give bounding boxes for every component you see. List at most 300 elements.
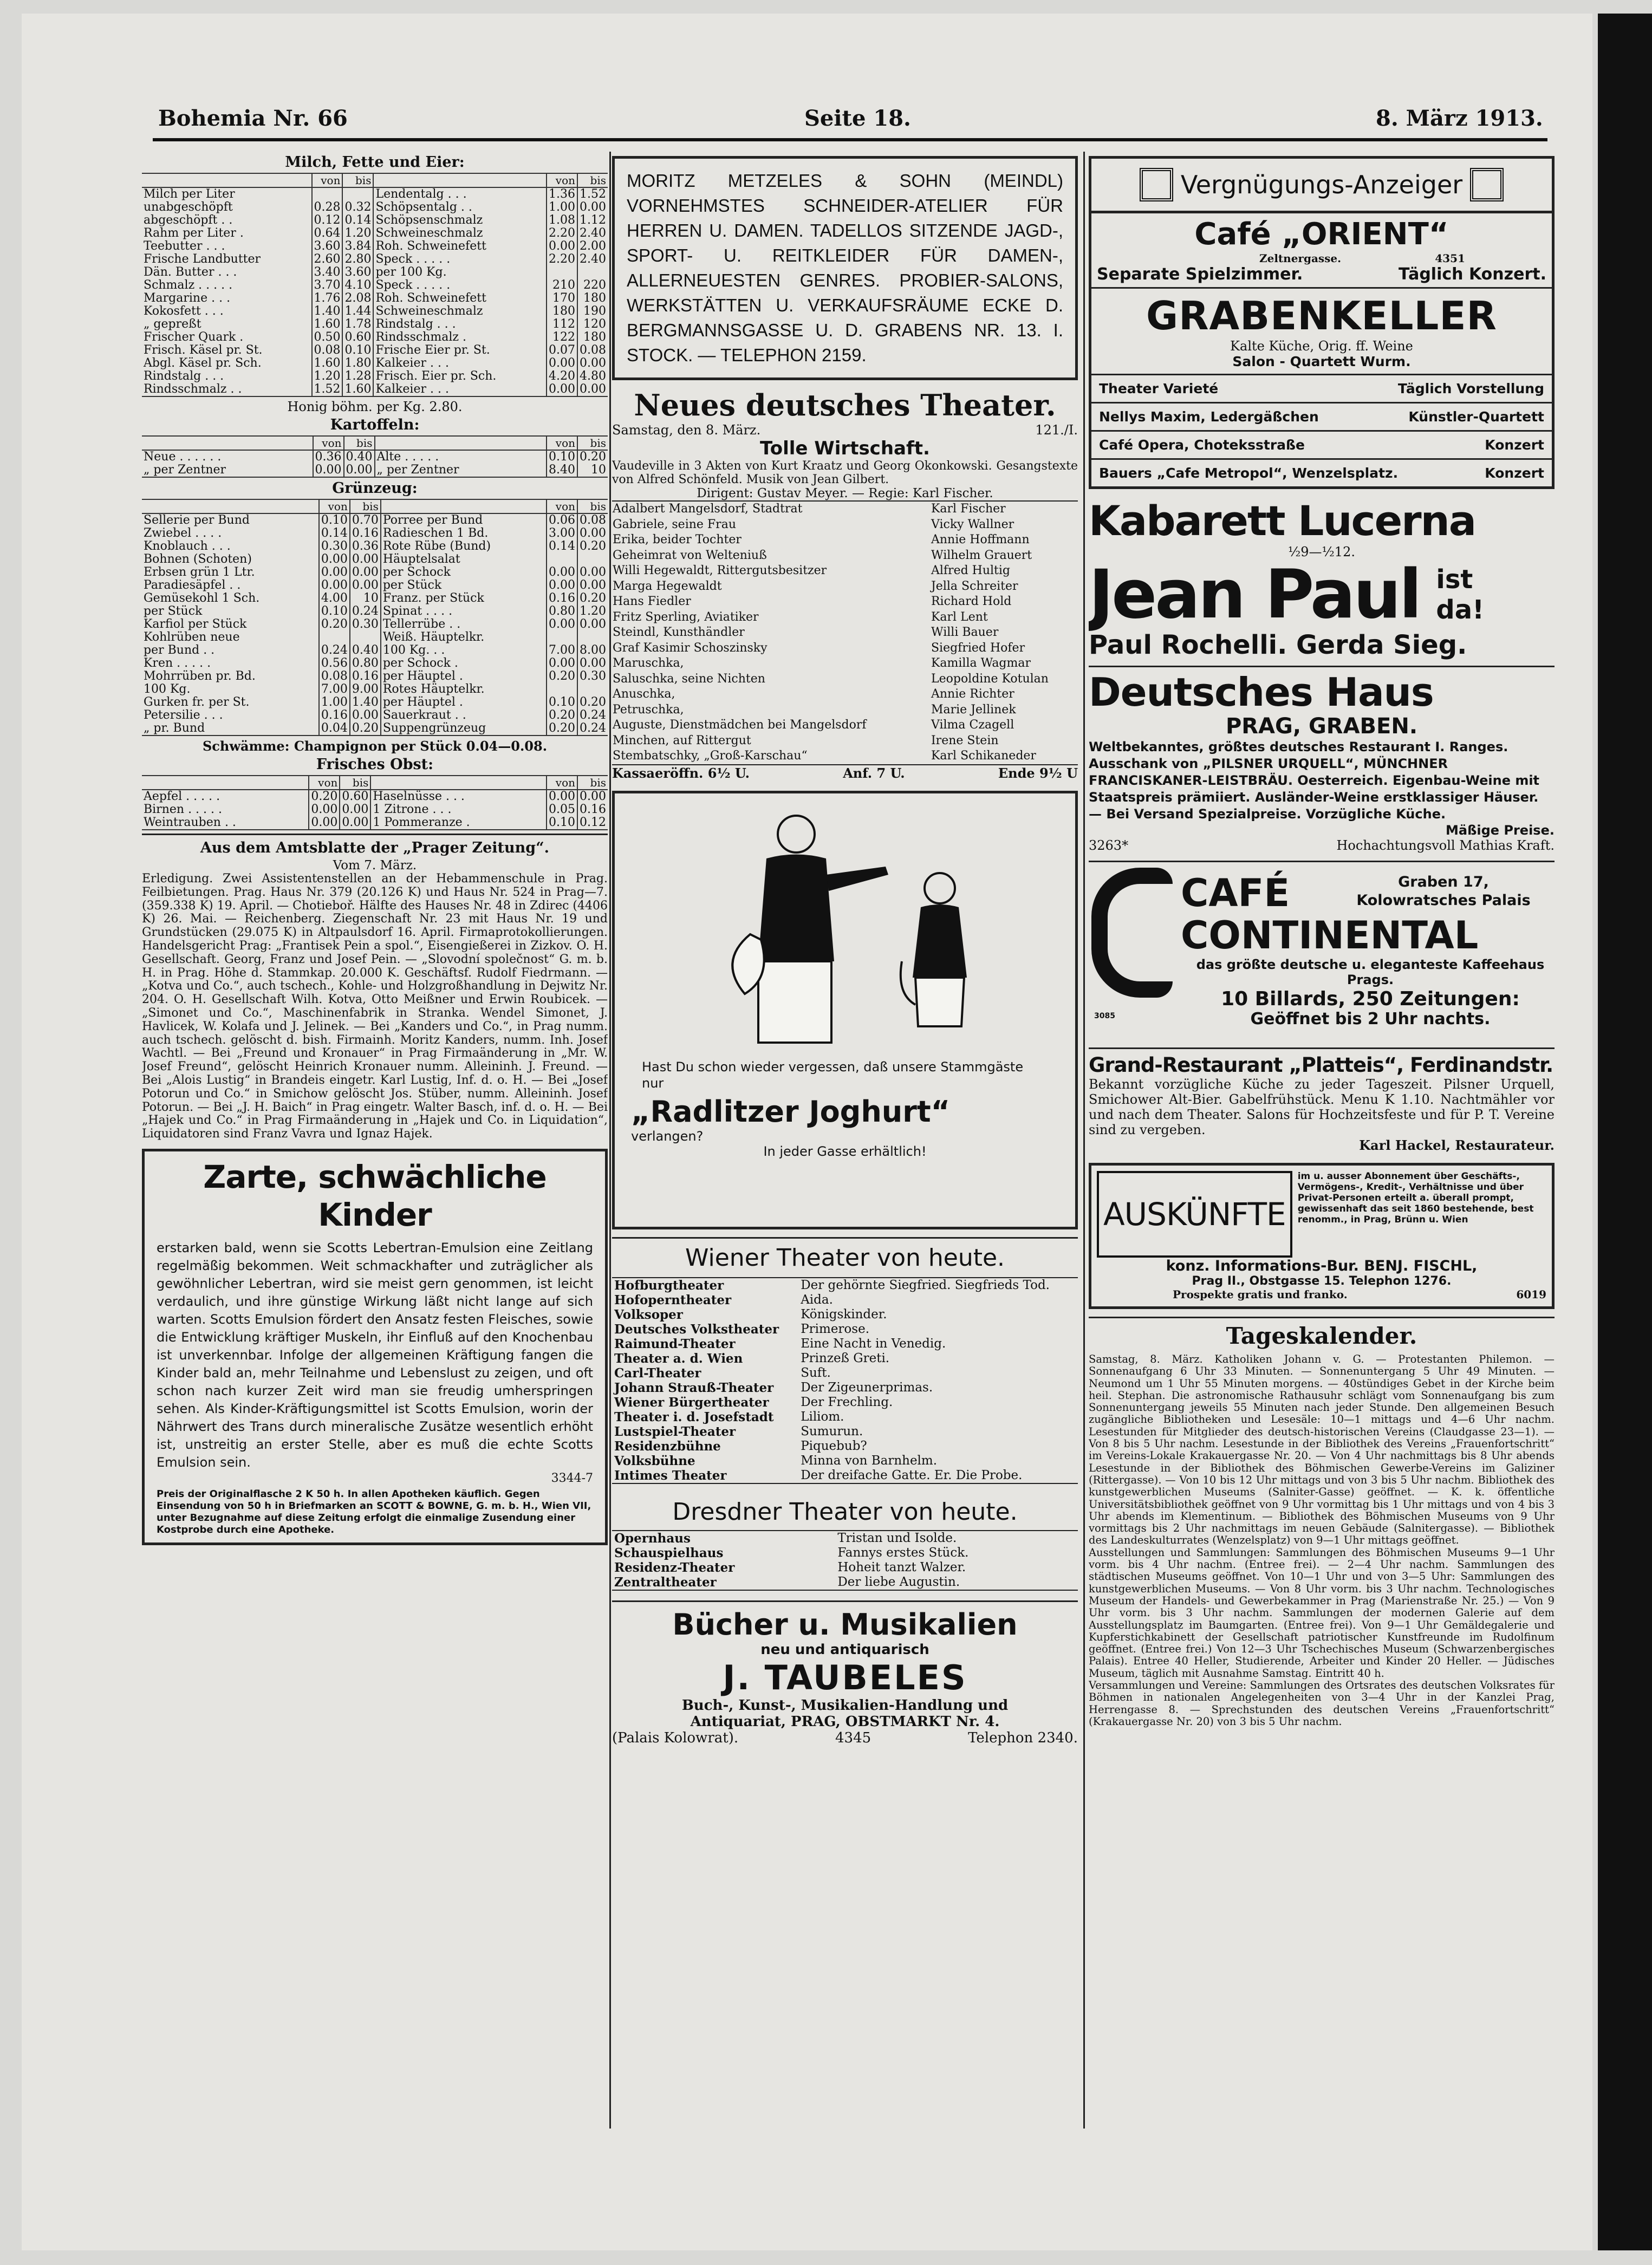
vergnuegungs-box <box>1089 156 1555 489</box>
price-from <box>312 187 343 201</box>
theater-name: Johann Strauß-Theater <box>614 1380 774 1395</box>
cast-actor: Annie Richter <box>931 687 1014 701</box>
item-name: Kokosfett . . . <box>144 305 224 318</box>
theater-name: Opernhaus <box>614 1531 691 1546</box>
price-to: 0.10 <box>342 344 373 357</box>
cast-actor: Willi Bauer <box>931 626 999 639</box>
price-from: 0.10 <box>547 816 577 830</box>
theater-play: Suft. <box>801 1365 831 1380</box>
dh-sign: Hochachtungsvoll Mathias Kraft. <box>1336 838 1555 853</box>
price-from: 1.60 <box>312 318 343 331</box>
grabenkeller-title: GRABENKELLER <box>1146 293 1497 339</box>
price-from: 0.28 <box>312 201 343 214</box>
price-to: 0.08 <box>577 344 608 357</box>
price-to: 0.00 <box>577 201 608 214</box>
price-to: 0.00 <box>340 816 370 830</box>
price-to: 0.32 <box>342 201 373 214</box>
table-row <box>142 331 608 344</box>
wiener-title: Wiener Theater von heute. <box>685 1244 1005 1272</box>
item-name: 100 Kg. . . <box>381 644 547 657</box>
price-from: 0.00 <box>309 803 340 816</box>
cast-role: Geheimrat von Welteniuß <box>613 548 767 562</box>
column-market <box>142 152 608 2156</box>
price-to <box>577 631 608 644</box>
price-from: 1.00 <box>547 201 577 214</box>
theater-play: Der gehörnte Siegfried. Siegfrieds Tod. <box>801 1278 1050 1292</box>
page-edge-shadow <box>1598 14 1652 2250</box>
col-bis-header: bis <box>342 173 373 187</box>
grabenkeller-ad <box>1091 289 1552 375</box>
mushroom-price: Schwämme: Champignon per Stück 0.04—0.08. <box>202 738 548 754</box>
price-from: 4.00 <box>319 592 350 605</box>
table-row <box>142 292 608 305</box>
item-name: Gemüsekohl 1 Sch. <box>144 592 260 605</box>
cast-actor: Karl Lent <box>931 610 988 624</box>
table-row <box>142 513 608 527</box>
item-name: „ gepreßt <box>144 318 201 331</box>
header-blank <box>142 173 312 187</box>
auskuenfte-name: konz. Informations-Bur. BENJ. FISCHL, <box>1166 1258 1478 1274</box>
item-name: Sauerkraut . . <box>381 709 547 722</box>
ndt-director: Dirigent: Gustav Meyer. — Regie: Karl Fischer. <box>697 486 993 500</box>
price-to: 1.44 <box>342 305 373 318</box>
lucerna-ist: ist <box>1436 564 1473 595</box>
price-from: 0.14 <box>319 527 350 540</box>
price-from: 170 <box>547 292 577 305</box>
price-from: 0.10 <box>547 696 577 709</box>
price-from: 0.20 <box>547 709 577 722</box>
table-row <box>142 253 608 266</box>
taubeles-code: 4345 <box>835 1729 871 1746</box>
amtsblatt-date: Vom 7. März. <box>333 858 417 873</box>
price-from: 0.00 <box>309 816 340 830</box>
ornament-icon <box>1140 168 1173 201</box>
theater-row <box>612 1531 1078 1546</box>
item-name: Frisch. Eier pr. Sch. <box>373 370 547 383</box>
taubeles-palais: (Palais Kolowrat). <box>612 1729 739 1746</box>
theater-play: Der dreifache Gatte. Er. Die Probe. <box>801 1468 1023 1482</box>
cast-actor: Karl Schikaneder <box>931 749 1036 763</box>
fruit-section-title: Frisches Obst: <box>316 756 434 773</box>
scotts-text: erstarken bald, wenn sie Scotts Lebertran-Emulsion eine Zeitlang regelmäßig bekommen. Weit schmackhafter und zuträglicher als gewöhnlicher Lebertran, wird sie meist gern genommen, ist leicht verdaulich, und ihre günstige Wirkung läßt nicht lange auf sich warten. Scotts Emulsion fördert den Ansatz festen Fleisches, sowie die Entwicklung kräftiger Muskeln, ihr Einfluß auf den Knochenbau ist unverkennbar. Infolge der allgemeinen Kräftigung fangen die Kinder bald an, mehr Teilnahme und Lebenslust zu zeigen, und oft schon nach kurzer Zeit wird man sie freudig umherspringen sehen. Als Kinder-Kräftigungsmittel ist Scotts Emulsion, worin der Nährwert des Trans durch mineralische Zusätze wesentlich erhöht ist, unstreitig an erster Stelle, aber es muß die echte Scotts Emulsion sein. <box>157 1240 593 1470</box>
item-name: 1 Pommeranze . <box>370 816 547 830</box>
price-to: 0.16 <box>350 670 381 683</box>
theater-name: Carl-Theater <box>614 1365 701 1381</box>
price-from: 2.60 <box>312 253 343 266</box>
price-from <box>547 553 577 566</box>
table-row <box>142 527 608 540</box>
theater-play: Der Zigeunerprimas. <box>801 1380 933 1395</box>
cast-actor: Siegfried Hofer <box>931 641 1025 655</box>
item-name: Spinat . . . . <box>381 605 547 618</box>
price-to: 0.24 <box>350 605 381 618</box>
ndt-number: 121./I. <box>1035 422 1078 438</box>
price-to: 0.00 <box>577 579 608 592</box>
theater-row <box>612 1395 1078 1410</box>
item-name: Porree per Bund <box>381 513 547 527</box>
price-to: 10 <box>577 464 608 477</box>
price-to: 1.40 <box>350 696 381 709</box>
theater-play: Eine Nacht in Venedig. <box>801 1336 946 1351</box>
cast-row <box>612 749 1078 764</box>
amtsblatt-title: Aus dem Amtsblatte der „Prager Zeitung“. <box>200 839 550 856</box>
price-to: 2.40 <box>577 253 608 266</box>
issue-date: 8. März 1913. <box>1376 106 1543 131</box>
price-from <box>319 631 350 644</box>
price-from: 0.80 <box>547 605 577 618</box>
cast-row <box>612 687 1078 702</box>
ndt-date: Samstag, den 8. März. <box>612 422 761 438</box>
cast-role: Hans Fiedler <box>613 595 691 608</box>
theater-row <box>612 1293 1078 1307</box>
item-name: Knoblauch . . . <box>144 540 231 553</box>
item-name: Radieschen 1 Bd. <box>381 527 547 540</box>
item-name: Margarine . . . <box>144 292 231 305</box>
theater-name: Hofburgtheater <box>614 1278 724 1293</box>
potato-section-title: Kartoffeln: <box>330 416 420 433</box>
theater-play: Liliom. <box>801 1409 844 1424</box>
price-to: 0.20 <box>577 696 608 709</box>
table-row <box>142 803 608 816</box>
venue-program: Täglich Vorstellung <box>1397 381 1544 396</box>
price-to: 1.78 <box>342 318 373 331</box>
milk-price-table <box>142 173 608 397</box>
item-name: Zwiebel . . . . <box>144 527 222 540</box>
item-name: Tellerrübe . . <box>381 618 547 631</box>
price-to: 0.30 <box>577 670 608 683</box>
joghurt-line2: verlangen? <box>631 1128 704 1144</box>
cast-actor: Wilhelm Grauert <box>931 548 1032 562</box>
grabenkeller-line2: Salon - Quartett Wurm. <box>1232 354 1411 369</box>
cast-role: Willi Hegewaldt, Rittergutsbesitzer <box>613 564 827 577</box>
variety-row <box>1091 460 1552 486</box>
price-to: 180 <box>577 331 608 344</box>
col-von-header: von <box>319 499 350 513</box>
table-row <box>142 464 608 477</box>
price-to: 0.00 <box>577 566 608 579</box>
taubeles-ad <box>612 1600 1078 1746</box>
table-row <box>142 344 608 357</box>
item-name: per 100 Kg. <box>373 266 547 279</box>
tageskalender <box>1089 1317 1555 1728</box>
auskuenfte-title: AUSKÜNFTE <box>1097 1171 1292 1258</box>
table-row <box>142 566 608 579</box>
column-entertainment <box>1089 152 1555 2156</box>
lucerna-names: Paul Rochelli. Gerda Sieg. <box>1089 630 1467 660</box>
potato-price-table <box>142 435 608 478</box>
price-to: 2.00 <box>577 240 608 253</box>
item-name: per Häuptel . <box>381 670 547 683</box>
item-name: Rindstalg . . . <box>144 370 224 383</box>
header-blank <box>381 499 547 513</box>
table-row <box>142 816 608 830</box>
variety-row <box>1091 375 1552 403</box>
table-row <box>142 683 608 696</box>
item-name: Haselnüsse . . . <box>370 790 547 803</box>
theater-row <box>612 1410 1078 1424</box>
price-to: 1.60 <box>342 383 373 396</box>
price-to: 0.30 <box>350 618 381 631</box>
amtsblatt-text: Erledigung. Zwei Assistentenstellen an der Hebammenschule in Prag. Feilbietungen. Prag. Haus Nr. 379 (20.126 K) und Haus Nr. 524 in Prag—7. (359.338 K) 19. April. — Chotieboř. Hälfte des Hauses Nr. 48 in Zdirec (4406 K) 26. Mai. — Reichenberg. Ziegenschaft Nr. 23 mit Haus Nr. 19 und Grundstücken (29.075 K) in Altpaulsdorf 16. April. Firmaprotokollierungen. Handelsgericht Prag: „Frantisek Pein a spol.“, Eisengießerei in Zizkov. O. H. Gesellschaft. Georg, Franz und Josef Pein. — „Slovodní společnost“ G. m. b. H. in Prag. Höhe d. Stammkap. 20.000 K. Geschäftsf. Rudolf Fiedrmann. — „Kotva und Co.“, auch tschech., Kohle- und Holzgroßhandlung in Dejwitz Nr. 204. O. H. Gesellschaft Wilh. Kotva, Otto Meißner und Erwin Roubicek. — „Simonet und Co.“, Maschinenfabrik in Stranka. Wendel Simonet, J. Havlicek, W. Kolafa und J. Jelinek. — Bei „Kanders und Co.“, in Prag numm. auch tschech. gelöscht d. bish. Firmainh. Moritz Kanders, numm. Inh. Josef Wachtl. — Bei „Freund und Kronauer“ in Prag Firmaänderung in „Mr. W. Josef Freund“, gelöscht Heinrich Kronauer numm. Alleininh. J. Freund. — Bei „Alois Lustig“ in Brandeis eingetr. Karl Lustig, Inf. d. o. H. — Bei „Josef Potorun und Co.“ in Smichow gelöscht Jos. Stüber, numm. Alleininh. Josef Potorun. — Bei „J. H. Baich“ in Prag eingetr. Walter Basch, inf. d. o. H. — Bei „Hajek und Co.“ in Prag Firmaänderung in „Hajek und Co. in Liquidation“, Liquidatoren sind Franz Vavra und Ignaz Hajek. <box>142 872 608 1141</box>
cast-actor: Irene Stein <box>931 733 999 747</box>
continental-big: CAFÉ CONTINENTAL <box>1181 871 1479 958</box>
ndt-title: Neues deutsches Theater. <box>634 388 1056 422</box>
price-from: 0.00 <box>319 579 350 592</box>
price-from: 0.00 <box>547 657 577 670</box>
theater-name: Residenz-Theater <box>614 1560 735 1575</box>
cast-row <box>612 672 1078 687</box>
price-from <box>547 683 577 696</box>
theater-row <box>612 1546 1078 1560</box>
item-name: Schöpsentalg . . <box>373 201 547 214</box>
price-to: 0.00 <box>577 383 608 396</box>
taubeles-title: Bücher u. Musikalien <box>672 1607 1018 1642</box>
wiener-table <box>612 1277 1078 1484</box>
col-von-header: von <box>547 499 577 513</box>
table-row <box>142 357 608 370</box>
price-from: 0.10 <box>319 513 350 527</box>
price-to: 0.40 <box>350 644 381 657</box>
theater-row <box>612 1575 1078 1590</box>
item-name: Häuptelsalat <box>381 553 547 566</box>
auskuenfte-code: 6019 <box>1516 1288 1546 1301</box>
cast-row <box>612 733 1078 749</box>
price-from: 4.20 <box>547 370 577 383</box>
theater-play: Piquebub? <box>801 1439 867 1453</box>
header-blank <box>373 173 547 187</box>
waiter-illustration <box>620 799 1048 1053</box>
venue-name: Theater Varieté <box>1099 381 1219 396</box>
table-row <box>142 631 608 644</box>
scotts-ad <box>142 1149 608 1545</box>
price-to: 0.20 <box>577 540 608 553</box>
price-from: 0.04 <box>319 722 350 736</box>
item-name: Kalkeier . . . <box>373 357 547 370</box>
price-from: 0.20 <box>547 722 577 736</box>
theater-play: Königskinder. <box>801 1307 887 1322</box>
ndt-start: Anf. 7 U. <box>843 765 905 781</box>
auskuenfte-text: im u. ausser Abonnement über Geschäfts-, Vermögens-, Kredit-, Verhältnisse und über Privat-Personen erteilt a. überall prompt, gewissenhaft das seit 1860 bestehende, best renomm., in Prag, Brünn u. Wien <box>1297 1171 1534 1225</box>
theater-row <box>612 1351 1078 1366</box>
header-rule <box>153 138 1547 141</box>
cast-role: Graf Kasimir Schoszinsky <box>613 641 768 655</box>
price-to <box>577 553 608 566</box>
price-header-row <box>142 776 608 790</box>
platteis-text: Bekannt vorzügliche Küche zu jeder Tageszeit. Pilsner Urquell, Smichower Alt-Bier. Gabelfrühstück. Menu K 1.10. Nachtmähler vor und nach dem Theater. Salons für Hochzeitsfeste und für P. T. Vereine sind zu vergeben. <box>1089 1077 1555 1137</box>
item-name: per Bund . . <box>144 644 215 657</box>
taubeles-name: J. TAUBELES <box>723 1657 967 1697</box>
cast-row <box>612 501 1078 517</box>
col-bis-header: bis <box>577 173 608 187</box>
price-from: 0.08 <box>319 670 350 683</box>
price-to: 0.16 <box>350 527 381 540</box>
lucerna-title: Kabarett Lucerna <box>1089 497 1476 545</box>
theater-row <box>612 1468 1078 1483</box>
taubeles-line2: Antiquariat, PRAG, OBSTMARKT Nr. 4. <box>690 1713 1000 1730</box>
price-from: 0.64 <box>312 227 343 240</box>
price-to: 0.36 <box>350 540 381 553</box>
price-from: 0.00 <box>547 240 577 253</box>
item-name: 1 Zitrone . . . <box>370 803 547 816</box>
price-header-row <box>142 499 608 513</box>
price-to: 4.80 <box>577 370 608 383</box>
price-from: 0.07 <box>547 344 577 357</box>
price-to: 0.08 <box>577 513 608 527</box>
theater-play: Hoheit tanzt Walzer. <box>837 1560 966 1574</box>
metzeles-text: MORITZ METZELES & SOHN (MEINDL) VORNEHMSTES SCHNEIDER-ATELIER FÜR HERREN U. DAMEN. TADELLOS SITZENDE JAGD-, SPORT- U. REITKLEIDER FÜR DAMEN-, ALLERNEUESTEN GENRES. PROBIER-SALONS, WERKSTÄTTEN U. VERKAUFSRÄUME ECKE D. BERGMANNSGASSE U. D. GRABENS NR. 13. I. STOCK. — TELEPHON 2159. <box>627 171 1063 365</box>
theater-row <box>612 1322 1078 1337</box>
theater-name: Lustspiel-Theater <box>614 1424 736 1439</box>
table-row <box>142 540 608 553</box>
price-from: 0.00 <box>547 566 577 579</box>
taubeles-phone: Telephon 2340. <box>968 1729 1078 1746</box>
price-to: 0.00 <box>577 618 608 631</box>
dh-text: Weltbekanntes, größtes deutsches Restaurant I. Ranges. Ausschank von „PILSNER URQUELL“, MÜNCHNER FRANCISKANER-LEISTBRÄU. Oesterreich. Eigenbau-Weine mit Staatspreis prämiiert. Ausländer-Weine erstklassiger Häuser. — Bei Versand Spezialpreise. Vorzügliche Küche. <box>1089 739 1540 822</box>
item-name: Birnen . . . . . <box>144 803 223 816</box>
dh-title: Deutsches Haus <box>1089 669 1434 715</box>
cast-actor: Jella Schreiter <box>931 579 1018 593</box>
theater-name: Theater a. d. Wien <box>614 1351 743 1366</box>
grabenkeller-line1: Kalte Küche, Orig. ff. Weine <box>1230 339 1413 354</box>
table-row <box>142 187 608 201</box>
metzeles-ad <box>612 156 1078 380</box>
continental-address: Graben 17, Kolowratsches Palais <box>1356 874 1531 909</box>
theater-name: Residenzbühne <box>614 1439 721 1454</box>
header-blank <box>370 776 547 790</box>
price-to: 220 <box>577 279 608 292</box>
item-name: Speck . . . . . <box>373 253 547 266</box>
venue-name: Café Opera, Choteksstraße <box>1099 437 1305 453</box>
item-name: Aepfel . . . . . <box>144 790 220 803</box>
price-to: 120 <box>577 318 608 331</box>
price-from: 0.14 <box>547 540 577 553</box>
item-name: Mohrrüben pr. Bd. <box>144 670 256 683</box>
venue-name: Bauers „Cafe Metropol“, Wenzelsplatz. <box>1099 465 1399 481</box>
item-name: Gurken fr. per St. <box>144 696 250 709</box>
price-to: 0.20 <box>577 450 608 464</box>
joghurt-ad <box>612 791 1078 1229</box>
cast-actor: Karl Fischer <box>931 502 1006 516</box>
variety-row <box>1091 432 1552 460</box>
item-name: Weiß. Häuptelkr. <box>381 631 547 644</box>
price-to: 2.80 <box>342 253 373 266</box>
price-from: 1.08 <box>547 214 577 227</box>
taubeles-sub: neu und antiquarisch <box>760 1641 929 1658</box>
price-to: 190 <box>577 305 608 318</box>
theater-play: Fannys erstes Stück. <box>837 1545 969 1560</box>
table-row <box>142 579 608 592</box>
price-from: 0.20 <box>319 618 350 631</box>
ndt-desc: Vaudeville in 3 Akten von Kurt Kraatz und Georg Okonkowski. Gesangstexte von Alfred Schönfeld. Musik von Jean Gilbert. <box>612 459 1078 486</box>
item-name: Abgl. Käsel pr. Sch. <box>144 357 262 370</box>
theater-name: Raimund-Theater <box>614 1336 736 1351</box>
table-row <box>142 696 608 709</box>
column-theater <box>612 152 1078 2156</box>
cast-role: Stembatschky, „Groß-Karschau“ <box>613 749 808 763</box>
honey-price: Honig böhm. per Kg. 2.80. <box>287 399 463 414</box>
dh-code: 3263* <box>1089 838 1129 853</box>
table-row <box>142 370 608 383</box>
price-to: 0.00 <box>577 527 608 540</box>
table-row <box>142 214 608 227</box>
masthead-left: Bohemia Nr. 66 <box>158 106 348 131</box>
theater-name: Hofoperntheater <box>614 1292 732 1307</box>
theater-name: Deutsches Volkstheater <box>614 1322 779 1337</box>
continental-line3: Geöffnet bis 2 Uhr nachts. <box>1250 1010 1491 1029</box>
item-name: unabgeschöpft <box>144 201 233 214</box>
joghurt-line3: In jeder Gasse erhältlich! <box>763 1143 927 1159</box>
orient-title: Café „ORIENT“ <box>1194 217 1449 252</box>
cast-role: Petruschka, <box>613 702 684 717</box>
theater-name: Intimes Theater <box>614 1468 727 1483</box>
price-from: 0.00 <box>547 618 577 631</box>
price-to: 1.20 <box>577 605 608 618</box>
header-blank <box>375 436 547 450</box>
theater-name: Volksbühne <box>614 1453 695 1468</box>
theater-name: Schauspielhaus <box>614 1545 724 1560</box>
price-to: 0.00 <box>577 657 608 670</box>
item-name: Schweineschmalz <box>373 305 547 318</box>
item-name: Frische Eier pr. St. <box>373 344 547 357</box>
cast-actor: Richard Hold <box>931 595 1012 608</box>
cast-row <box>612 610 1078 626</box>
venue-program: Konzert <box>1485 465 1544 481</box>
tageskalender-text: Samstag, 8. März. Katholiken Johann v. G. — Protestanten Philemon. — Sonnenaufgang 6 Uhr 33 Minuten. — Sonnenuntergang 5 Uhr 49 Minuten. — Neumond um 1 Uhr 55 Minuten morgens. — 40stündiges Gebet in der Kirche beim heil. Stephan. Die astronomische Rathausuhr schlägt vom Sonnenaufgang bis zum Sonnenuntergang jeweils 55 Minuten nach jeder Stunde. Den allgemeinen Besuch zugängliche Bibliotheken und Lesesäle: 10—1 mittags und 4—6 Uhr nachm. Lesestunden für Mitglieder des deutsch-historischen Vereins (Claudgasse 23—1). — Von 8 bis 5 Uhr nachm. Lesestunde in der Bibliothek des Vereins „Frauenfortschritt“ im Vereins-Lokale Krakauergasse Nr. 20. — Von 4 Uhr nachmittags bis 8 Uhr abends Lesestunde in der Bibliothek des Böhmischen Gewerbe-Vereins im Galiziner (Rittergasse). — Von 10 bis 12 Uhr mittags und von 3 bis 5 Uhr nachm. Bibliothek des kunstgewerblichen Museums (Salniter-Gasse) geöffnet. — K. k. öffentliche Universitätsbibliothek geöffnet von 9 Uhr vormittag bis 1 Uhr mittags und von 4 bis 3 Uhr abends im Klementinum. — Bibliothek des Böhmischen Museums von 9 Uhr vormittags bis 2 Uhr nachmittags im neuen Gebäude (Salnitergasse). — Bibliothek des Landeskulturrates (Wenzelsplatz) von 9—1 Uhr mittags geöffnet. <box>1089 1353 1555 1547</box>
cast-row <box>612 656 1078 672</box>
dh-prices: Mäßige Preise. <box>1446 823 1555 838</box>
price-to: 0.80 <box>350 657 381 670</box>
item-name: Speck . . . . . <box>373 279 547 292</box>
cast-role: Adalbert Mangelsdorf, Stadtrat <box>613 502 803 516</box>
auskuenfte-ad <box>1089 1163 1555 1309</box>
price-from: 0.00 <box>547 357 577 370</box>
price-from: 2.20 <box>547 253 577 266</box>
tageskalender-meetings: Versammlungen und Vereine: Sammlungen des Ortsrates des deutschen Volksrates für Böhmen in nationalen Angelegenheiten von 3—4 Uhr in der Kanzlei Prag, Herrengasse 8. — Sprechstunden des deutschen Vereins „Frauenfortschritt“ (Krakauergasse Nr. 20) von 3 bis 5 Uhr nachm. <box>1089 1679 1555 1728</box>
item-name: Teebutter . . . <box>144 240 225 253</box>
price-from: 3.60 <box>312 240 343 253</box>
price-from: 0.00 <box>547 383 577 396</box>
platteis-sign: Karl Hackel, Restaurateur. <box>1359 1137 1555 1153</box>
theater-play: Prinzeß Greti. <box>801 1351 890 1365</box>
table-row <box>142 618 608 631</box>
price-from: 1.52 <box>312 383 343 396</box>
price-to: 4.10 <box>342 279 373 292</box>
col-bis-header: bis <box>350 499 381 513</box>
price-to <box>342 187 373 201</box>
taubeles-line1: Buch-, Kunst-, Musikalien-Handlung und <box>681 1697 1009 1714</box>
cast-role: Steindl, Kunsthändler <box>613 626 745 639</box>
item-name: Rindstalg . . . <box>373 318 547 331</box>
price-to: 1.20 <box>342 227 373 240</box>
price-from: 2.20 <box>547 227 577 240</box>
variety-list <box>1091 375 1552 486</box>
cast-actor: Alfred Hultig <box>931 564 1011 577</box>
table-row <box>142 266 608 279</box>
item-name: per Schock . <box>381 657 547 670</box>
price-from: 0.00 <box>319 553 350 566</box>
continental-line2: 10 Billards, 250 Zeitungen: <box>1221 988 1520 1010</box>
price-to: 0.14 <box>342 214 373 227</box>
theater-play: Tristan und Isolde. <box>837 1531 957 1545</box>
venue-program: Konzert <box>1485 437 1544 453</box>
cast-row <box>612 563 1078 579</box>
vergnuegungs-title: Vergnügungs-Anzeiger <box>1180 170 1463 199</box>
scotts-title: Zarte, schwächliche Kinder <box>203 1158 547 1233</box>
price-header-row <box>142 436 608 450</box>
cast-role: Anuschka, <box>613 687 675 701</box>
price-from: 3.40 <box>312 266 343 279</box>
price-from: 8.40 <box>547 464 577 477</box>
